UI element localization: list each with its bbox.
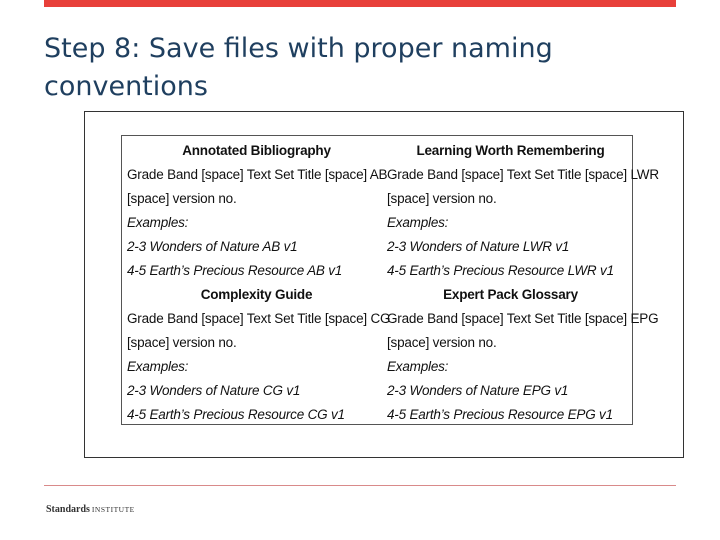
lwr-example-1: 2-3 Wonders of Nature LWR v1 bbox=[387, 239, 570, 254]
top-accent-bar bbox=[44, 0, 676, 7]
cg-example-2: 4-5 Earth’s Precious Resource CG v1 bbox=[127, 407, 345, 422]
slide-title bbox=[44, 30, 664, 106]
lwr-format-line-2: [space] version no. bbox=[387, 191, 497, 206]
table-right-column bbox=[386, 140, 659, 428]
epg-format-line-2: [space] version no. bbox=[387, 335, 497, 350]
ab-format-line-1: Grade Band [space] Text Set Title [space] AB bbox=[127, 167, 388, 182]
complexity-guide-heading: Complexity Guide bbox=[200, 287, 313, 302]
epg-example-2: 4-5 Earth’s Precious Resource EPG v1 bbox=[387, 407, 613, 422]
logo-text-institute: INSTITUTE bbox=[91, 505, 135, 514]
lwr-examples-label: Examples: bbox=[387, 215, 449, 230]
naming-conventions-table bbox=[121, 135, 659, 425]
epg-examples-label: Examples: bbox=[387, 359, 449, 374]
standards-institute-logo bbox=[46, 504, 135, 515]
lwr-format-line-1: Grade Band [space] Text Set Title [space] LWR bbox=[387, 167, 659, 182]
learning-worth-remembering-heading: Learning Worth Remembering bbox=[416, 143, 605, 158]
cg-format-line-1: Grade Band [space] Text Set Title [space] CG bbox=[127, 311, 391, 326]
ab-examples-label: Examples: bbox=[127, 215, 189, 230]
logo-text-standards: Standards bbox=[46, 504, 90, 515]
annotated-bibliography-heading: Annotated Bibliography bbox=[182, 143, 331, 158]
epg-format-line-1: Grade Band [space] Text Set Title [space] EPG bbox=[387, 311, 659, 326]
epg-example-1: 2-3 Wonders of Nature EPG v1 bbox=[387, 383, 569, 398]
table-left-column bbox=[122, 140, 391, 428]
lwr-example-2: 4-5 Earth’s Precious Resource LWR v1 bbox=[387, 263, 614, 278]
slide-title-line-1: Step 8: Save files with proper naming bbox=[44, 33, 553, 64]
slide-title-line-2: conventions bbox=[44, 71, 208, 102]
expert-pack-glossary-heading: Expert Pack Glossary bbox=[443, 287, 578, 302]
footer-divider bbox=[44, 485, 676, 486]
ab-example-1: 2-3 Wonders of Nature AB v1 bbox=[127, 239, 298, 254]
cg-format-line-2: [space] version no. bbox=[127, 335, 237, 350]
ab-example-2: 4-5 Earth’s Precious Resource AB v1 bbox=[127, 263, 343, 278]
cg-examples-label: Examples: bbox=[127, 359, 189, 374]
cg-example-1: 2-3 Wonders of Nature CG v1 bbox=[127, 383, 301, 398]
ab-format-line-2: [space] version no. bbox=[127, 191, 237, 206]
